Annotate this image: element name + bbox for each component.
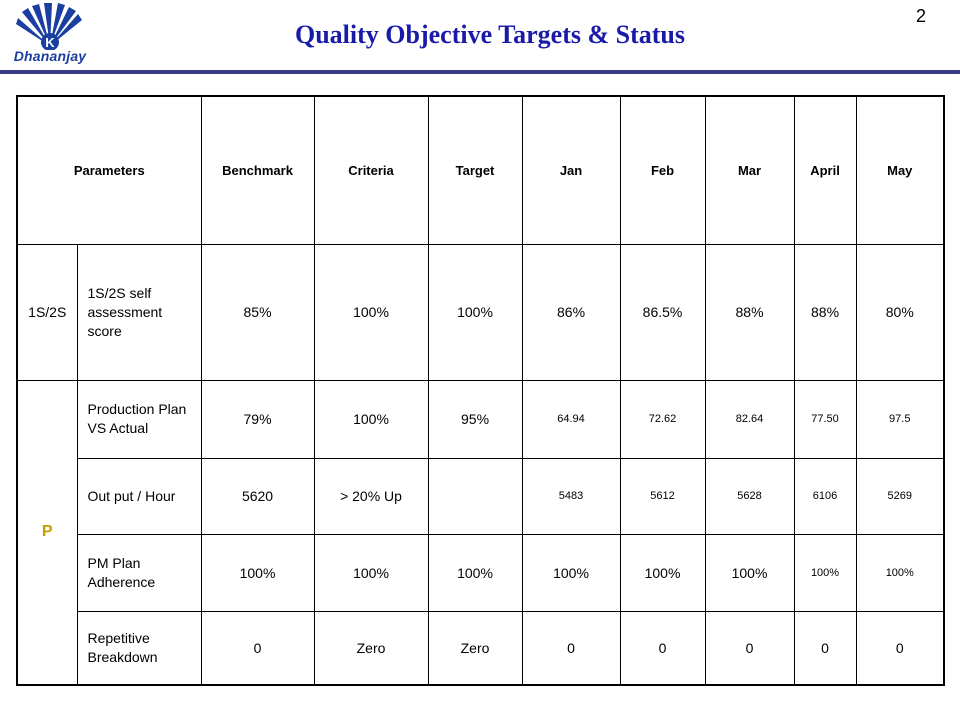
column-header: Criteria [314, 96, 428, 244]
jan-cell: 5483 [522, 458, 620, 534]
jan-cell: 86% [522, 244, 620, 380]
feb-cell: 86.5% [620, 244, 705, 380]
april-cell: 6106 [794, 458, 856, 534]
logo-text: Dhananjay [13, 48, 87, 64]
page-title: Quality Objective Targets & Status [295, 20, 685, 49]
parameter-cell: 1S/2S self assessment score [77, 244, 201, 380]
column-header: Feb [620, 96, 705, 244]
april-cell: 100% [794, 534, 856, 611]
mar-cell: 88% [705, 244, 794, 380]
mar-cell: 0 [705, 611, 794, 685]
target-cell: 100% [428, 534, 522, 611]
jan-cell: 64.94 [522, 380, 620, 458]
criteria-cell: Zero [314, 611, 428, 685]
parameter-cell: Repetitive Breakdown [77, 611, 201, 685]
parameter-cell: Out put / Hour [77, 458, 201, 534]
parameter-cell: Production Plan VS Actual [77, 380, 201, 458]
table-row [17, 380, 944, 458]
column-header: Parameters [17, 96, 201, 244]
mar-cell: 5628 [705, 458, 794, 534]
table-row [17, 458, 944, 534]
jan-cell: 100% [522, 534, 620, 611]
may-cell: 97.5 [856, 380, 944, 458]
jan-cell: 0 [522, 611, 620, 685]
benchmark-cell: 100% [201, 534, 314, 611]
mar-cell: 100% [705, 534, 794, 611]
benchmark-cell: 5620 [201, 458, 314, 534]
header-row [17, 96, 944, 244]
criteria-cell: > 20% Up [314, 458, 428, 534]
feb-cell: 100% [620, 534, 705, 611]
criteria-cell: 100% [314, 534, 428, 611]
target-cell: Zero [428, 611, 522, 685]
may-cell: 80% [856, 244, 944, 380]
criteria-cell: 100% [314, 380, 428, 458]
benchmark-cell: 0 [201, 611, 314, 685]
april-cell: 88% [794, 244, 856, 380]
column-header: Jan [522, 96, 620, 244]
benchmark-cell: 79% [201, 380, 314, 458]
parameter-cell: PM Plan Adherence [77, 534, 201, 611]
company-logo [6, 2, 94, 66]
feb-cell: 72.62 [620, 380, 705, 458]
column-header: Target [428, 96, 522, 244]
april-cell: 77.50 [794, 380, 856, 458]
svg-text:K: K [45, 35, 55, 50]
logo-emblem-icon [6, 2, 94, 50]
column-header: Mar [705, 96, 794, 244]
may-cell: 100% [856, 534, 944, 611]
column-header: May [856, 96, 944, 244]
target-cell [428, 458, 522, 534]
target-cell: 95% [428, 380, 522, 458]
page-number: 2 [916, 6, 927, 26]
april-cell: 0 [794, 611, 856, 685]
may-cell: 5269 [856, 458, 944, 534]
feb-cell: 0 [620, 611, 705, 685]
table-row [17, 534, 944, 611]
feb-cell: 5612 [620, 458, 705, 534]
column-header: Benchmark [201, 96, 314, 244]
group-label-1s2s: 1S/2S [17, 244, 77, 380]
target-cell: 100% [428, 244, 522, 380]
criteria-cell: 100% [314, 244, 428, 380]
quality-objectives-table [16, 95, 945, 686]
table-row [17, 611, 944, 685]
mar-cell: 82.64 [705, 380, 794, 458]
may-cell: 0 [856, 611, 944, 685]
column-header: April [794, 96, 856, 244]
table-row [17, 244, 944, 380]
benchmark-cell: 85% [201, 244, 314, 380]
group-label-p: P [17, 380, 77, 685]
header-rule [0, 70, 960, 74]
